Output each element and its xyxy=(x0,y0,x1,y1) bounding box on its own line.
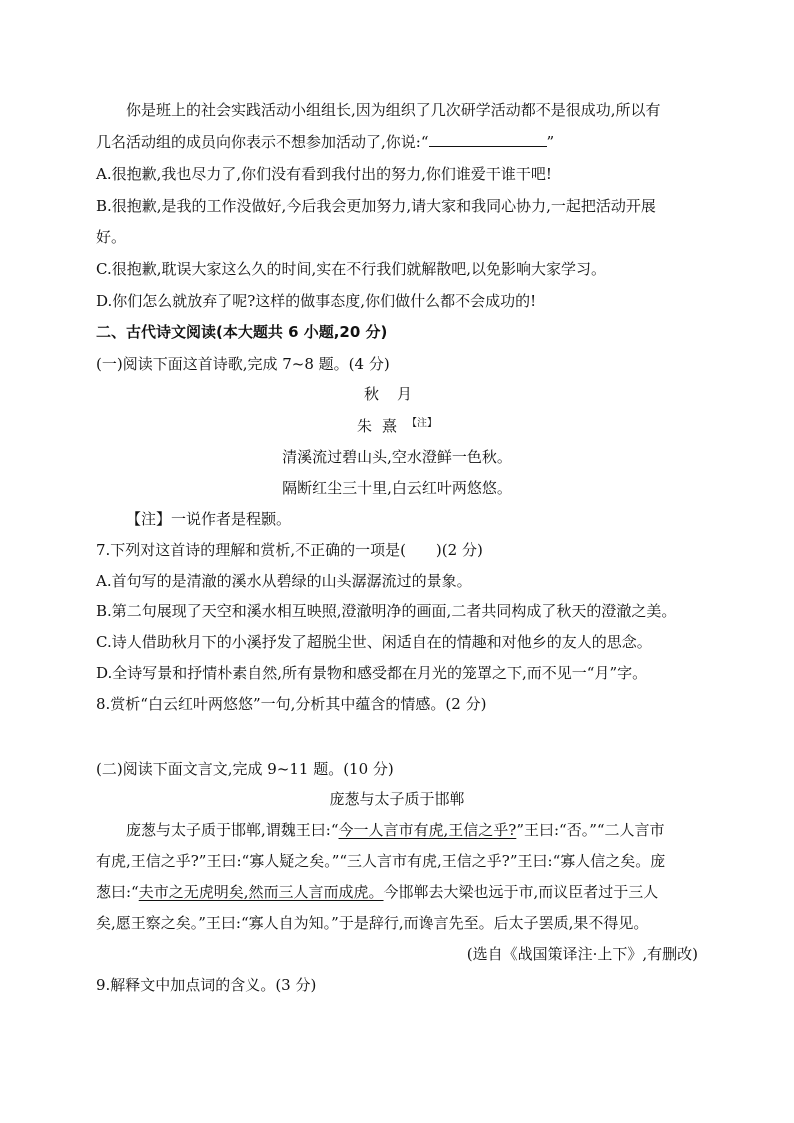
poem-line2: 隔断红尘三十里,白云红叶两悠悠。 xyxy=(282,479,512,497)
q8-stem: 8.赏析“白云红叶两悠悠”一句,分析其中蕴含的情感。(2 分) xyxy=(96,695,487,713)
part2-intro: (二)阅读下面文言文,完成 9~11 题。(10 分) xyxy=(96,760,394,778)
answer-blank[interactable] xyxy=(429,132,547,147)
passage-text: ”王曰:“否。”“二人言市 xyxy=(516,821,665,839)
part1-intro: (一)阅读下面这首诗歌,完成 7~8 题。(4 分) xyxy=(96,355,390,373)
passage-text: 今邯郸去大梁也远于市,而议臣者过于三人 xyxy=(383,883,659,901)
section2-heading: 二、古代诗文阅读(本大题共 6 小题,20 分) xyxy=(96,323,388,341)
passage-text: 庞葱与太子质于邯郸,谓魏王曰:“ xyxy=(126,821,339,839)
q7-option-d: D.全诗写景和抒情朴素自然,所有景物和感受都在月光的笼罩之下,而不见一“月”字。 xyxy=(96,664,648,682)
q6-option-c: C.很抱歉,耽误大家这么久的时间,实在不行我们就解散吧,以免影响大家学习。 xyxy=(96,260,607,278)
q6-stem-line1: 你是班上的社会实践活动小组组长,因为组织了几次研学活动都不是很成功,所以有 xyxy=(126,101,661,119)
q9-stem: 9.解释文中加点词的含义。(3 分) xyxy=(96,976,317,994)
q6-option-a: A.很抱歉,我也尽力了,你们没有看到我付出的努力,你们谁爱干谁干吧! xyxy=(96,165,552,183)
passage-title: 庞葱与太子质于邯郸 xyxy=(329,790,465,808)
poem-author-note-mark: 【注】 xyxy=(407,418,437,429)
q7-option-a: A.首句写的是清澈的溪水从碧绿的山头潺潺流过的景象。 xyxy=(96,572,472,590)
q6-stem-line2 xyxy=(96,132,554,152)
poem-line1: 清溪流过碧山头,空水澄鲜一色秋。 xyxy=(282,448,512,466)
underlined-sentence-1: 今一人言市有虎,王信之乎? xyxy=(338,821,517,839)
passage-line3 xyxy=(96,882,658,902)
passage-line1 xyxy=(126,820,665,840)
q6-stem-text: 几名活动组的成员向你表示不想参加活动了,你说:“ xyxy=(96,133,429,151)
q7-stem: 7.下列对这首诗的理解和赏析,不正确的一项是( )(2 分) xyxy=(96,541,483,559)
q7-option-b: B.第二句展现了天空和溪水相互映照,澄澈明净的画面,二者共同构成了秋天的澄澈之美。 xyxy=(96,602,677,620)
q6-stem-close-quote: ” xyxy=(546,133,555,151)
underlined-sentence-2: 夫市之无虎明矣,然而三人言而成虎。 xyxy=(138,883,384,901)
poem-note: 【注】一说作者是程颢。 xyxy=(126,510,292,528)
passage-source: (选自《战国策译注·上下》,有删改) xyxy=(466,945,698,963)
q7-option-c: C.诗人借助秋月下的小溪抒发了超脱尘世、闲适自在的情趣和对他乡的友人的思念。 xyxy=(96,633,652,651)
passage-line4: 矣,愿王察之矣。”王曰:“寡人自为知。”于是辞行,而谗言先至。后太子罢质,果不得见。 xyxy=(96,914,649,932)
poem-author-line xyxy=(0,414,794,436)
q6-option-d: D.你们怎么就放弃了呢?这样的做事态度,你们做什么都不会成功的! xyxy=(96,292,537,310)
passage-text: 葱曰:“ xyxy=(96,883,139,901)
q6-option-b-line1: B.很抱歉,是我的工作没做好,今后我会更加努力,请大家和我同心协力,一起把活动开展 xyxy=(96,197,656,215)
poem-author: 朱熹 xyxy=(356,417,407,435)
passage-line2: 有虎,王信之乎?”王曰:“寡人疑之矣。”“三人言市有虎,王信之乎?”王曰:“寡人信之矣。庞 xyxy=(96,852,666,870)
q6-option-b-line2: 好。 xyxy=(96,228,127,246)
poem-title: 秋月 xyxy=(363,385,430,403)
